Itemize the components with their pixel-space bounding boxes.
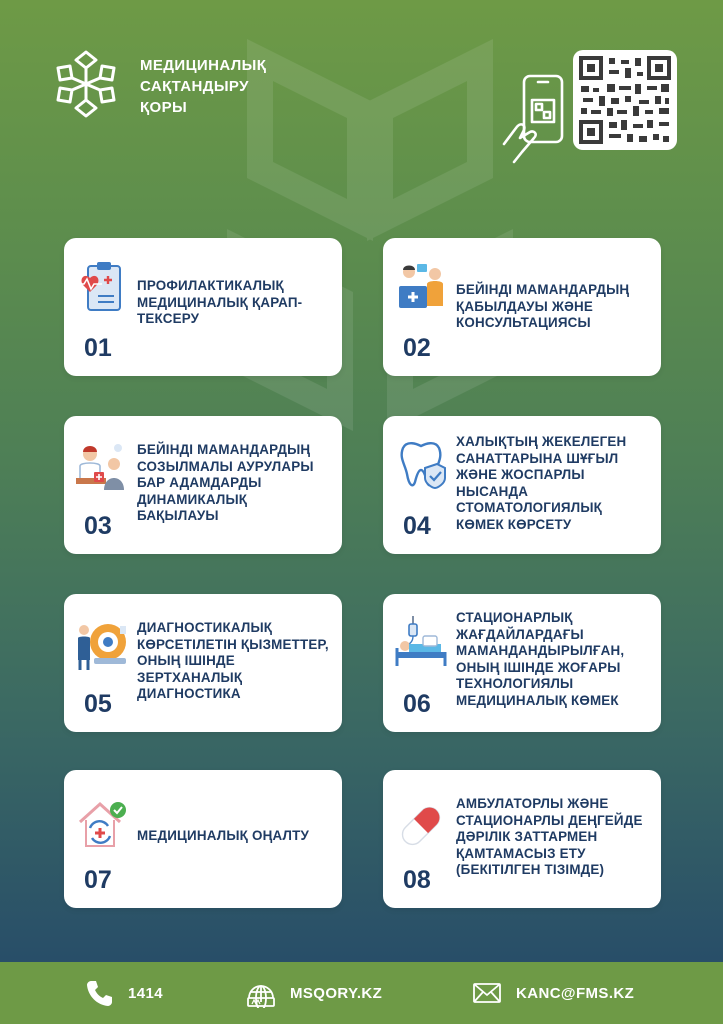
footer-email[interactable] xyxy=(472,962,634,1024)
service-title-line: КОНСУЛЬТАЦИЯСЫ xyxy=(456,315,591,330)
service-number: 06 xyxy=(403,690,431,718)
qr-code[interactable] xyxy=(573,50,677,150)
service-number: 07 xyxy=(84,866,112,894)
service-number: 02 xyxy=(403,334,431,362)
service-title-line: АМБУЛАТОРЛЫ ЖӘНЕ xyxy=(456,796,609,811)
org-name xyxy=(140,55,266,118)
service-title xyxy=(137,278,336,328)
service-title xyxy=(137,828,336,845)
service-number: 04 xyxy=(403,512,431,540)
footer xyxy=(0,962,723,1024)
tooth-shield-icon xyxy=(393,438,449,494)
footer-phone[interactable] xyxy=(84,962,163,1024)
service-title-line: ОНЫҢ ІШІНДЕ xyxy=(137,653,235,668)
service-title xyxy=(137,442,336,525)
service-card-03 xyxy=(64,416,342,554)
qr-code-icon xyxy=(579,56,671,144)
service-title-line: ОНЫҢ ІШІНДЕ ЖОҒАРЫ xyxy=(456,659,621,675)
email-link: KANC@FMS.KZ xyxy=(516,984,635,1002)
service-number: 08 xyxy=(403,866,431,894)
service-title-line: КӨМЕК КӨРСЕТУ xyxy=(456,516,572,532)
service-title-line: МЕДИЦИНАЛЫҚ КӨМЕК xyxy=(456,692,619,708)
service-card-02 xyxy=(383,238,661,376)
service-title-line: НЫСАНДА xyxy=(456,483,529,499)
service-title-line: БЕЙІНДІ МАМАНДАРДЫҢ xyxy=(137,442,311,457)
service-title xyxy=(456,610,655,709)
service-title-line: БАР АДАМДАРДЫ xyxy=(137,475,262,490)
clipboard-heart-icon xyxy=(74,260,130,316)
service-title-line: СТОМАТОЛОГИЯЛЫҚ xyxy=(456,500,603,515)
service-card-06 xyxy=(383,594,661,732)
hospital-bed-icon xyxy=(393,614,449,670)
service-title xyxy=(456,282,655,332)
service-card-04 xyxy=(383,416,661,554)
service-title-line: ХАЛЫҚТЫҢ ЖЕКЕЛЕГЕН xyxy=(456,434,627,449)
service-title-line: ПРОФИЛАКТИКАЛЫҚ xyxy=(137,278,284,293)
service-title-line: БАҚЫЛАУЫ xyxy=(137,508,219,523)
service-number: 05 xyxy=(84,690,112,718)
service-card-08 xyxy=(383,770,661,908)
service-title-line: ҚАБЫЛДАУЫ ЖӘНЕ xyxy=(456,298,594,314)
service-title-line: СТАЦИОНАРЛЫ ДЕҢГЕЙДЕ xyxy=(456,812,643,828)
service-title-line: ТЕХНОЛОГИЯЛЫ xyxy=(456,676,574,691)
service-title-line: МЕДИЦИНАЛЫҚ ОҢАЛТУ xyxy=(137,828,309,843)
service-title-line: (БЕКІТІЛГЕН ТІЗІМДЕ) xyxy=(456,862,605,877)
service-card-05 xyxy=(64,594,342,732)
service-title-line: ҚАМТАМАСЫЗ ЕТУ xyxy=(456,845,586,861)
envelope-icon xyxy=(472,978,502,1008)
footer-website[interactable] xyxy=(246,962,382,1024)
service-number: 03 xyxy=(84,512,112,540)
service-title xyxy=(456,796,655,879)
globe-icon xyxy=(246,978,276,1008)
org-name-line: МЕДИЦИНАЛЫҚ xyxy=(140,57,267,74)
diagnostic-scanner-icon xyxy=(74,618,130,674)
service-title-line: БЕЙІНДІ МАМАНДАРДЫҢ xyxy=(456,282,630,297)
service-title-line: МЕДИЦИНАЛЫҚ ҚАРАП- xyxy=(137,294,303,310)
phone-icon xyxy=(84,978,114,1008)
doctor-patient-icon xyxy=(74,442,130,498)
header xyxy=(0,0,723,200)
service-title xyxy=(137,620,336,703)
phone-number: 1414 xyxy=(128,984,163,1002)
org-name-line: ҚОРЫ xyxy=(140,99,188,116)
phone-scan-icon xyxy=(500,72,574,164)
pill-capsule-icon xyxy=(393,798,449,854)
service-title-line: МАМАНДАНДЫРЫЛҒАН, xyxy=(456,643,625,658)
rehab-house-icon xyxy=(74,798,130,854)
website-link: MSQORY.KZ xyxy=(290,984,383,1002)
org-name-line: САҚТАНДЫРУ xyxy=(140,78,249,95)
service-title-line: ДИНАМИКАЛЫҚ xyxy=(137,491,248,507)
service-card-01 xyxy=(64,238,342,376)
service-title-line: КӨРСЕТІЛЕТІН ҚЫЗМЕТТЕР, xyxy=(137,636,329,652)
service-title-line: ЖАҒДАЙЛАРДАҒЫ xyxy=(456,626,584,642)
service-title-line: ДӘРІЛІК ЗАТТАРМЕН xyxy=(456,829,598,844)
service-title-line: ДИАГНОСТИКА xyxy=(137,686,241,701)
service-card-07 xyxy=(64,770,342,908)
service-title-line: ЗЕРТХАНАЛЫҚ xyxy=(137,669,243,685)
service-title-line: ДИАГНОСТИКАЛЫҚ xyxy=(137,620,273,635)
service-title-line: ТЕКСЕРУ xyxy=(137,311,200,326)
service-title-line: ЖӘНЕ ЖОСПАРЛЫ xyxy=(456,467,585,482)
service-title-line: СТАЦИОНАРЛЫҚ xyxy=(456,610,573,625)
service-number: 01 xyxy=(84,334,112,362)
service-title xyxy=(456,434,655,533)
service-title-line: САНАТТАРЫНА ШҰҒЫЛ xyxy=(456,450,619,466)
doctor-reception-icon xyxy=(393,260,449,316)
snowflake-logo-icon xyxy=(48,46,124,122)
service-title-line: СОЗЫЛМАЛЫ АУРУЛАРЫ xyxy=(137,458,314,474)
